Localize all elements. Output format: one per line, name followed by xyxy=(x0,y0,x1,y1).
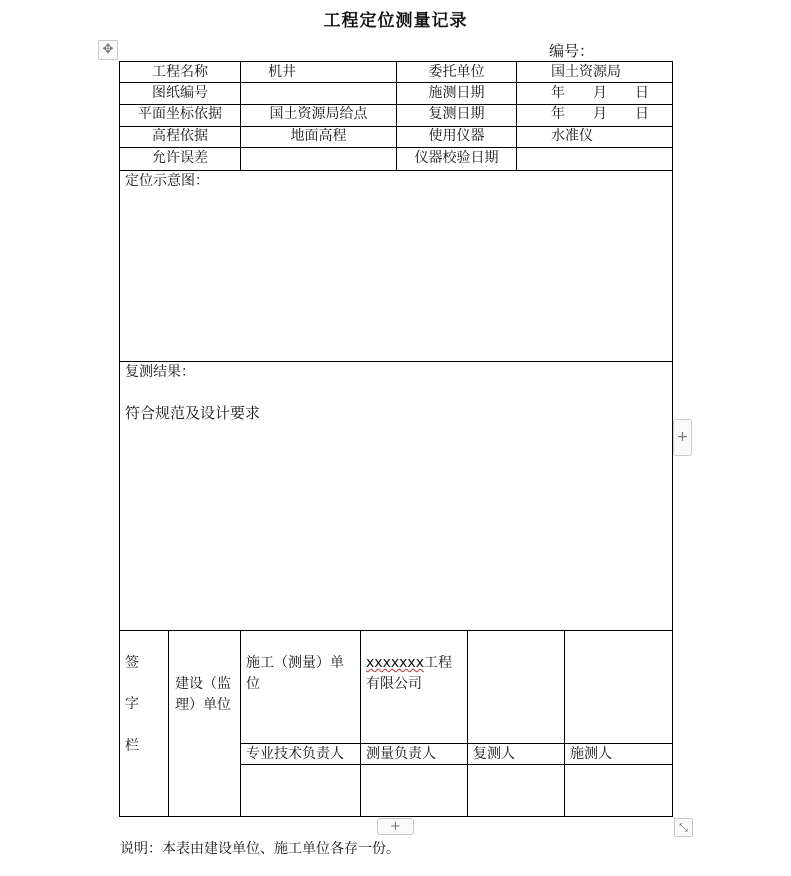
construction-unit-label: 建设（监理）单位 xyxy=(175,676,231,713)
label-survey-date: 施测日期 xyxy=(428,85,485,101)
value-client[interactable]: 国土资源局 xyxy=(551,64,621,80)
builder-name-rest: 工程有限公司 xyxy=(366,655,452,692)
signature-column-char: 字 xyxy=(125,696,139,712)
label-tolerance: 允许误差 xyxy=(152,150,208,166)
plus-icon: + xyxy=(390,819,401,834)
serial-label: 编号： xyxy=(549,42,595,60)
document-title: 工程定位测量记录 xyxy=(323,11,468,31)
signature-column-char: 栏 xyxy=(125,738,139,754)
value-recheck-date[interactable]: 年 月 日 xyxy=(551,106,649,122)
label-drawing-no: 图纸编号 xyxy=(152,85,208,101)
move-icon: ✥ xyxy=(102,42,114,57)
label-project-name: 工程名称 xyxy=(152,64,208,80)
builder-name[interactable] xyxy=(366,653,463,695)
value-coordinate-basis[interactable]: 国土资源局给点 xyxy=(269,106,368,122)
diagram-area[interactable] xyxy=(120,192,672,360)
plus-icon: + xyxy=(676,429,689,445)
label-client: 委托单位 xyxy=(428,64,485,80)
add-row-button[interactable] xyxy=(377,818,414,835)
diagram-section-label: 定位示意图： xyxy=(125,173,209,189)
builder-label: 施工（测量）单位 xyxy=(246,655,344,692)
table-resize-handle[interactable] xyxy=(674,818,693,837)
value-elevation-basis[interactable]: 地面高程 xyxy=(290,128,347,144)
value-project-name[interactable]: 机井 xyxy=(268,64,296,80)
footnote: 说明：本表由建设单位、施工单位各存一份。 xyxy=(120,841,400,857)
role-technical-lead: 专业技术负责人 xyxy=(246,746,344,762)
value-instrument[interactable]: 水准仪 xyxy=(551,128,593,144)
value-survey-date[interactable]: 年 月 日 xyxy=(551,85,649,101)
label-elevation-basis: 高程依据 xyxy=(152,128,208,144)
signature-column-char: 签 xyxy=(125,655,139,671)
role-rechecker: 复测人 xyxy=(473,746,515,762)
builder-name-prefix: xxxxxxx xyxy=(366,655,424,671)
table-move-handle[interactable] xyxy=(98,40,118,60)
role-survey-lead: 测量负责人 xyxy=(366,746,436,762)
add-column-button[interactable] xyxy=(673,419,692,456)
resize-icon: ⤡ xyxy=(679,821,688,834)
label-instrument: 使用仪器 xyxy=(428,128,485,144)
role-surveyor: 施测人 xyxy=(570,746,612,762)
label-coordinate-basis: 平面坐标依据 xyxy=(138,106,222,122)
result-text[interactable]: 符合规范及设计要求 xyxy=(125,404,261,422)
label-calibration-date: 仪器校验日期 xyxy=(414,150,499,166)
result-section-label: 复测结果： xyxy=(125,364,195,380)
label-recheck-date: 复测日期 xyxy=(428,106,485,122)
